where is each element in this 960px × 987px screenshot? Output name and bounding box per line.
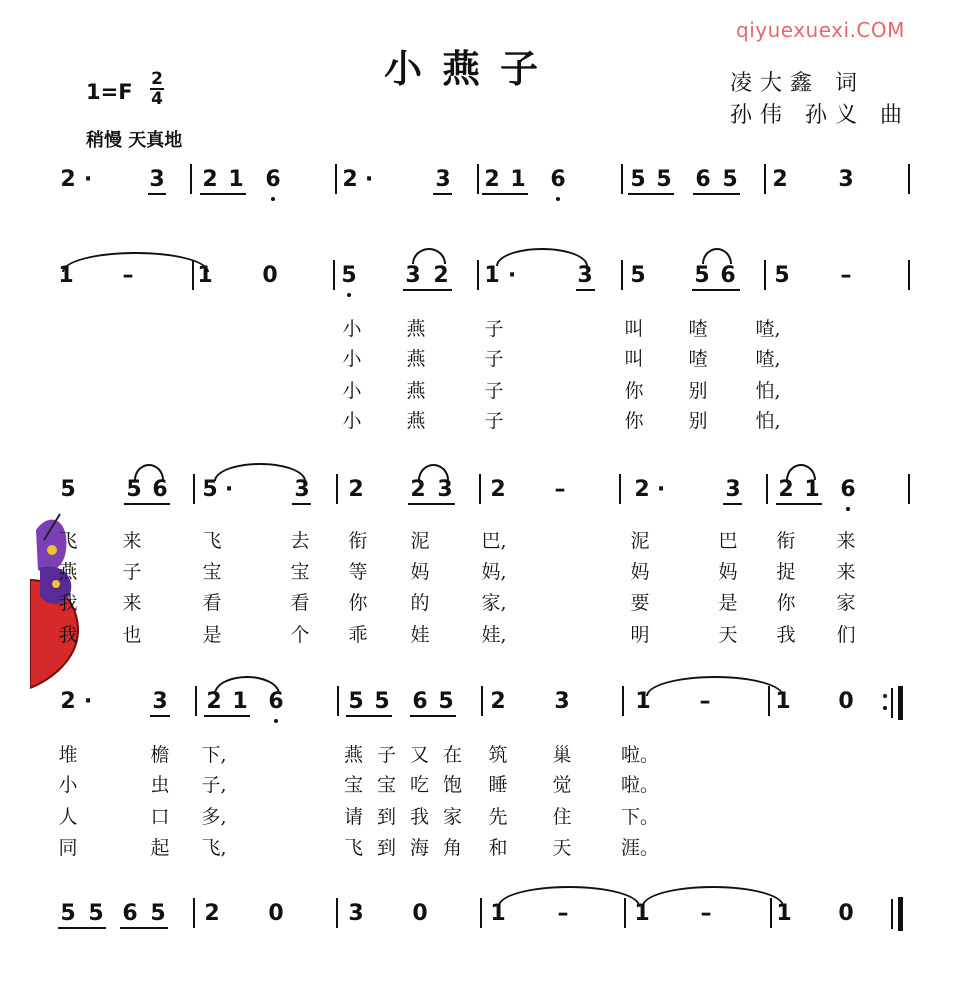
note: 6 [550, 167, 566, 192]
song-title: 小燕子 [384, 46, 559, 91]
beam-underline [200, 193, 246, 195]
lyric-text: 人 [58, 806, 78, 828]
watermark: qiyuexuexi.COM [736, 18, 905, 42]
note: 3 [149, 167, 165, 192]
barline [336, 898, 338, 928]
lyric-char: 你 [348, 592, 368, 614]
barline [190, 164, 192, 194]
note: 2 [484, 167, 500, 192]
lyric-char: 飞 [202, 530, 222, 552]
note: 3 [152, 689, 168, 714]
lyric-char: 子 [484, 318, 504, 340]
lyric-text: 同 [58, 837, 78, 859]
lyric-char: 看 [202, 592, 222, 614]
lyric-char: 娃 [410, 624, 430, 646]
note: 6 [695, 167, 711, 192]
lyric-char: 别 [688, 380, 708, 402]
time-signature [150, 70, 164, 108]
note: 3 [577, 263, 593, 288]
lyric-text: 子, [201, 774, 227, 796]
note: 1 [197, 263, 213, 288]
tie-arc [214, 463, 306, 481]
tie-arc [418, 464, 449, 480]
key-signature: 1=F [86, 80, 133, 104]
lyric-text: 宝宝吃饱 [343, 774, 477, 796]
note: 0 [412, 901, 428, 926]
lyric-char: 你 [624, 380, 644, 402]
beam-underline [403, 289, 452, 291]
lyric-char: 燕 [406, 348, 426, 370]
note: 1 [484, 263, 500, 288]
lyricist-credit: 凌大鑫 词 [730, 71, 865, 96]
note: 6 [152, 477, 168, 502]
note: 2 [433, 263, 449, 288]
octave-dot [347, 293, 351, 297]
barline [336, 474, 338, 504]
tie-arc [412, 248, 446, 264]
beam-underline [410, 715, 456, 717]
lyric-char: 小 [342, 348, 362, 370]
composer-credit: 孙伟 孙义 曲 [730, 103, 910, 128]
barline [908, 260, 910, 290]
lyric-char: 衔 [776, 530, 796, 552]
note: 2 [490, 477, 506, 502]
barline [908, 474, 910, 504]
lyric-char: 泥 [630, 530, 650, 552]
lyric-char: 子 [484, 380, 504, 402]
note: 0 [838, 689, 854, 714]
lyric-char: 娃, [481, 624, 507, 646]
octave-dot [274, 719, 278, 723]
note: – [554, 477, 566, 502]
lyric-char: 妈, [481, 561, 507, 583]
note: 3 [725, 477, 741, 502]
note: 5 [150, 901, 166, 926]
lyric-char: 子 [484, 410, 504, 432]
note: – [557, 901, 569, 926]
note: 3 [348, 901, 364, 926]
note: · [83, 689, 93, 714]
barline [764, 260, 766, 290]
lyric-char: 乖 [348, 624, 368, 646]
lyric-char: 衔 [348, 530, 368, 552]
note: – [699, 689, 711, 714]
note: 5 [774, 263, 790, 288]
lyric-text: 巢 [552, 744, 572, 766]
lyric-text: 飞到海角 [343, 837, 477, 859]
beam-underline [58, 927, 106, 929]
end-barline-thin [891, 899, 893, 929]
barline [766, 474, 768, 504]
lyric-char: 燕 [406, 380, 426, 402]
note: 5 [438, 689, 454, 714]
beam-underline [204, 715, 250, 717]
note: – [840, 263, 852, 288]
lyric-text: 啦。 [620, 774, 660, 796]
beam-underline [776, 503, 822, 505]
lyric-char: 来 [836, 561, 856, 583]
beam-underline [576, 289, 595, 291]
lyric-char: 捉 [776, 561, 796, 583]
lyric-char: 家 [836, 592, 856, 614]
note: · [507, 263, 517, 288]
tie-arc [702, 248, 732, 264]
tie-arc [646, 676, 784, 696]
lyric-char: 来 [836, 530, 856, 552]
barline [621, 164, 623, 194]
lyric-text: 燕子又在 [343, 744, 477, 766]
lyric-char: 等 [348, 561, 368, 583]
note: 2 [772, 167, 788, 192]
lyric-char: 宝 [290, 561, 310, 583]
barline [193, 898, 195, 928]
note: 6 [840, 477, 856, 502]
note: · [224, 477, 234, 502]
lyric-char: 小 [342, 318, 362, 340]
tie-arc [642, 886, 784, 906]
tie-arc [498, 886, 640, 906]
beam-underline [433, 193, 452, 195]
lyric-char: 燕 [406, 318, 426, 340]
note: 5 [202, 477, 218, 502]
lyric-char: 喳, [755, 348, 781, 370]
lyric-text: 和 [488, 837, 508, 859]
note: 0 [262, 263, 278, 288]
note: 1 [775, 689, 791, 714]
lyric-char: 要 [630, 592, 650, 614]
beam-underline [693, 193, 740, 195]
lyric-char: 叫 [624, 318, 644, 340]
tie-arc [62, 252, 209, 272]
note: 5 [88, 901, 104, 926]
note: 5 [60, 901, 76, 926]
lyric-char: 喳, [755, 318, 781, 340]
tie-arc [786, 464, 816, 480]
lyric-char: 个 [290, 624, 310, 646]
barline [335, 164, 337, 194]
note: 3 [294, 477, 310, 502]
note: 5 [630, 167, 646, 192]
lyric-char: 的 [410, 592, 430, 614]
note: 3 [554, 689, 570, 714]
lyric-text: 筑 [488, 744, 508, 766]
note: 2 [348, 477, 364, 502]
lyric-char: 别 [688, 410, 708, 432]
repeat-dot [883, 706, 887, 710]
note: 2 [634, 477, 650, 502]
lyric-text: 口 [150, 806, 170, 828]
time-top: 2 [151, 69, 163, 89]
barline [193, 474, 195, 504]
lyric-char: 宝 [202, 561, 222, 583]
lyric-text: 下。 [620, 806, 660, 828]
barline [480, 898, 482, 928]
note: 1 [634, 901, 650, 926]
lyric-text: 睡 [488, 774, 508, 796]
lyric-char: 我 [58, 624, 78, 646]
barline [621, 260, 623, 290]
note: 2 [206, 689, 222, 714]
tie-arc [214, 676, 280, 694]
lyric-char: 燕 [58, 561, 78, 583]
lyric-text: 堆 [58, 744, 78, 766]
lyric-char: 来 [122, 592, 142, 614]
note: 5 [630, 263, 646, 288]
beam-underline [148, 193, 166, 195]
note: 6 [122, 901, 138, 926]
lyric-char: 巴 [718, 530, 738, 552]
barline [337, 686, 339, 716]
end-barline [898, 686, 903, 720]
note: 6 [265, 167, 281, 192]
lyric-text: 住 [552, 806, 572, 828]
end-barline [898, 897, 903, 931]
lyric-char: 泥 [410, 530, 430, 552]
beam-underline [150, 715, 170, 717]
note: · [364, 167, 374, 192]
note: – [700, 901, 712, 926]
tie-arc [134, 464, 164, 480]
beam-underline [482, 193, 528, 195]
note: 2 [490, 689, 506, 714]
lyric-char: 你 [624, 410, 644, 432]
lyric-char: 天 [718, 624, 738, 646]
tie-arc [496, 248, 588, 266]
lyric-char: 妈 [718, 561, 738, 583]
barline [477, 260, 479, 290]
lyric-char: 小 [342, 380, 362, 402]
barline [479, 474, 481, 504]
note: 1 [804, 477, 820, 502]
note: 0 [838, 901, 854, 926]
lyric-char: 看 [290, 592, 310, 614]
lyric-char: 我 [58, 592, 78, 614]
note: 2 [778, 477, 794, 502]
lyric-text: 啦。 [620, 744, 660, 766]
note: 5 [694, 263, 710, 288]
lyric-text: 飞, [201, 837, 227, 859]
time-bottom: 4 [151, 89, 163, 109]
note: 1 [58, 263, 74, 288]
note: 5 [374, 689, 390, 714]
lyric-char: 是 [202, 624, 222, 646]
beam-underline [723, 503, 742, 505]
beam-underline [120, 927, 168, 929]
note: 2 [202, 167, 218, 192]
note: 1 [776, 901, 792, 926]
lyric-text: 檐 [150, 744, 170, 766]
lyric-char: 燕 [406, 410, 426, 432]
end-barline-thin [891, 688, 893, 718]
note: 6 [720, 263, 736, 288]
lyric-char: 喳 [688, 318, 708, 340]
lyric-text: 天 [552, 837, 572, 859]
beam-underline [346, 715, 392, 717]
octave-dot [556, 197, 560, 201]
note: 5 [348, 689, 364, 714]
lyric-text: 请到我家 [343, 806, 477, 828]
note: 2 [342, 167, 358, 192]
beam-underline [124, 503, 170, 505]
lyric-char: 明 [630, 624, 650, 646]
lyric-char: 我 [776, 624, 796, 646]
note: 2 [410, 477, 426, 502]
barline [195, 686, 197, 716]
lyric-text: 觉 [552, 774, 572, 796]
note: · [656, 477, 666, 502]
beam-underline [628, 193, 674, 195]
lyric-char: 小 [342, 410, 362, 432]
lyric-text: 下, [201, 744, 227, 766]
barline [908, 164, 910, 194]
note: 3 [435, 167, 451, 192]
octave-dot [271, 197, 275, 201]
lyric-char: 家, [481, 592, 507, 614]
lyric-char: 妈 [630, 561, 650, 583]
note: 6 [268, 689, 284, 714]
lyric-text: 小 [58, 774, 78, 796]
lyric-char: 来 [122, 530, 142, 552]
note: 3 [405, 263, 421, 288]
barline [477, 164, 479, 194]
lyric-char: 妈 [410, 561, 430, 583]
beam-underline [292, 503, 311, 505]
note: 3 [838, 167, 854, 192]
barline [333, 260, 335, 290]
lyric-char: 去 [290, 530, 310, 552]
repeat-dot [883, 694, 887, 698]
lyric-char: 是 [718, 592, 738, 614]
barline [619, 474, 621, 504]
tempo-marking: 稍慢 天真地 [86, 130, 183, 151]
lyric-text: 虫 [150, 774, 170, 796]
lyric-char: 子 [122, 561, 142, 583]
lyric-char: 喳 [688, 348, 708, 370]
note: 5 [60, 477, 76, 502]
barline [622, 686, 624, 716]
lyric-text: 涯。 [620, 837, 660, 859]
note: 2 [60, 689, 76, 714]
note: 1 [232, 689, 248, 714]
note: 6 [412, 689, 428, 714]
lyric-char: 叫 [624, 348, 644, 370]
note: · [83, 167, 93, 192]
note: – [122, 263, 134, 288]
lyric-text: 起 [150, 837, 170, 859]
lyric-char: 巴, [481, 530, 507, 552]
note: 3 [437, 477, 453, 502]
lyric-char: 怕, [755, 410, 781, 432]
note: 5 [126, 477, 142, 502]
note: 0 [268, 901, 284, 926]
barline [764, 164, 766, 194]
beam-underline [692, 289, 740, 291]
note: 1 [510, 167, 526, 192]
lyric-char: 子 [484, 348, 504, 370]
barline [481, 686, 483, 716]
lyric-text: 多, [201, 806, 227, 828]
note: 5 [341, 263, 357, 288]
lyric-char: 也 [122, 624, 142, 646]
note: 2 [60, 167, 76, 192]
note: 1 [228, 167, 244, 192]
lyric-char: 怕, [755, 380, 781, 402]
note: 5 [656, 167, 672, 192]
note: 2 [204, 901, 220, 926]
lyric-char: 你 [776, 592, 796, 614]
octave-dot [846, 507, 850, 511]
lyric-char: 们 [836, 624, 856, 646]
lyric-text: 先 [488, 806, 508, 828]
beam-underline [408, 503, 455, 505]
note: 1 [490, 901, 506, 926]
note: 1 [635, 689, 651, 714]
note: 5 [722, 167, 738, 192]
lyric-char: 飞 [58, 530, 78, 552]
